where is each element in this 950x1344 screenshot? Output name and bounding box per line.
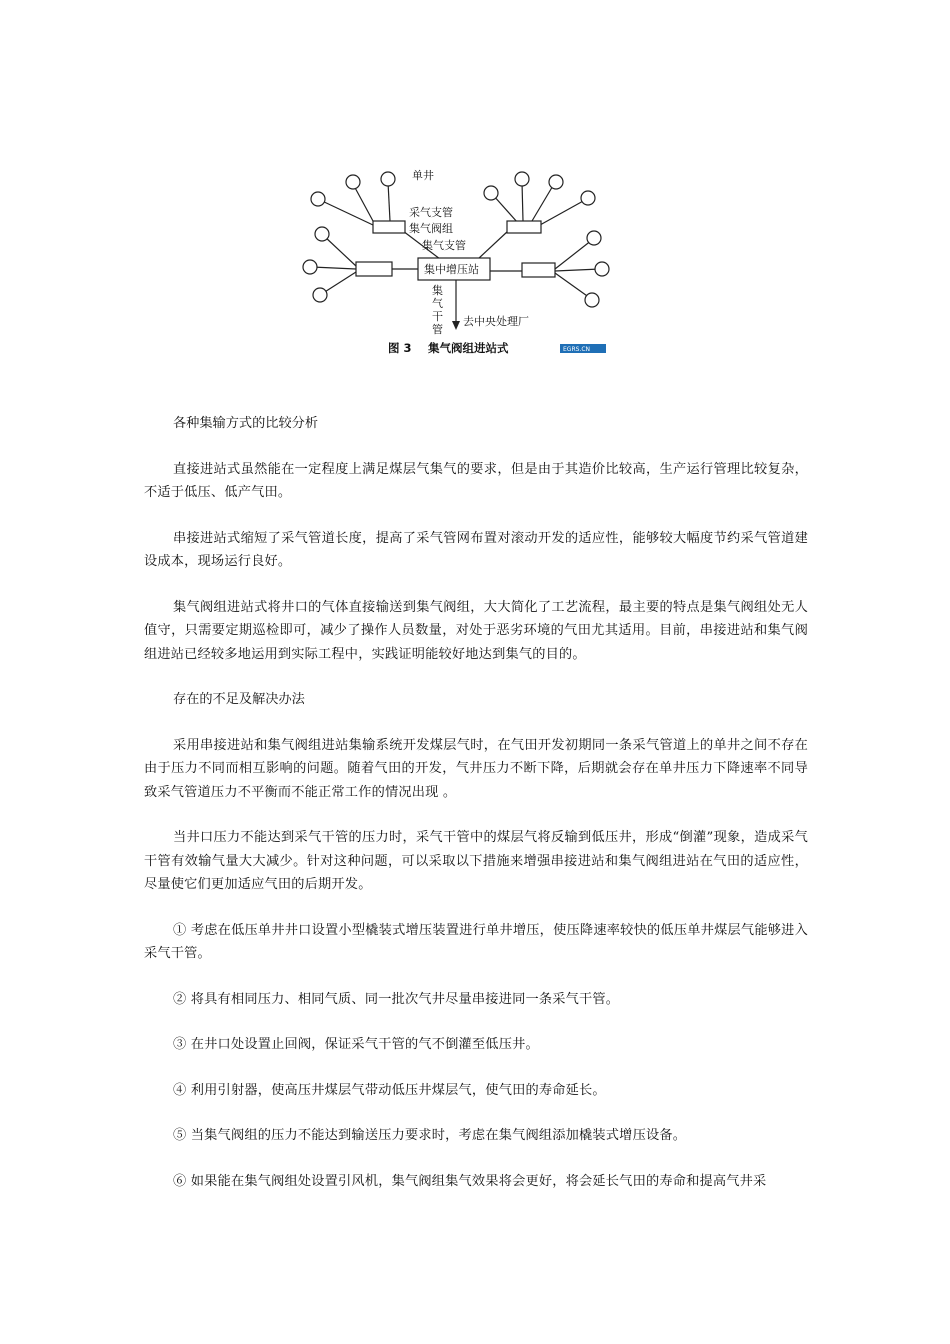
label-station: 集中增压站 xyxy=(424,263,479,276)
well-circle xyxy=(303,260,317,274)
paragraph: 串接进站式缩短了采气管道长度，提高了采气管网布置对滚动开发的适应性，能够较大幅度节约采气管道建设成本，现场运行良好。 xyxy=(144,530,808,569)
label-trunk-4: 管 xyxy=(432,323,443,336)
well-circle xyxy=(484,186,498,200)
branch-line xyxy=(388,182,390,221)
paragraph: 集气阀组进站式将井口的气体直接输送到集气阀组，大大简化了工艺流程，最主要的特点是集气阀组处无人值守，只需要定期巡检即可，减少了操作人员数量，对处于恶劣环境的气田尤其适用。目前，串接进站和集气阀组进站已经较多地运用到实际工程中，实践证明能较好地达到集气的目的。 xyxy=(144,599,808,662)
well-circle xyxy=(381,172,395,186)
trunk-arrow-icon xyxy=(452,321,460,330)
figure-caption-title: 集气阀组进站式 xyxy=(428,341,509,355)
article-body xyxy=(144,412,808,1215)
branch-line xyxy=(555,273,590,298)
label-valve-group: 集气阀组 xyxy=(409,222,453,235)
list-item: ③ 在井口处设置止回阀，保证采气干管的气不倒灌至低压井。 xyxy=(173,1037,539,1052)
label-trunk-2: 气 xyxy=(432,297,443,310)
label-single-well: 单井 xyxy=(412,169,434,182)
label-gather-branch: 集气支管 xyxy=(422,239,466,252)
valve-group-box xyxy=(507,221,541,233)
well-circle xyxy=(587,231,601,245)
label-to-plant: 去中央处理厂 xyxy=(463,315,529,328)
list-item: ④ 利用引射器，使高压井煤层气带动低压井煤层气，使气田的寿命延长。 xyxy=(173,1082,606,1098)
branch-line xyxy=(540,200,585,225)
valve-group-box xyxy=(522,263,555,277)
branch-line xyxy=(555,269,600,271)
branch-line xyxy=(320,200,373,225)
gather-branch-line xyxy=(478,231,508,259)
branch-line xyxy=(324,236,356,266)
well-circle xyxy=(581,191,595,205)
label-trunk-3: 干 xyxy=(432,310,443,323)
well-circle xyxy=(311,192,325,206)
label-trunk-1: 集 xyxy=(432,284,443,297)
well-circle xyxy=(313,288,327,302)
paragraph: 直接进站式虽然能在一定程度上满足煤层气集气的要求，但是由于其造价比较高，生产运行管理比较复杂，不适于低压、低产气田。 xyxy=(144,461,808,500)
branch-line xyxy=(522,182,523,221)
gathering-diagram xyxy=(300,165,612,360)
watermark-text: EGRS.CN xyxy=(563,346,591,353)
branch-line xyxy=(555,240,592,269)
well-circle xyxy=(595,262,609,276)
branch-line xyxy=(312,267,356,269)
section-heading-problems: 存在的不足及解决办法 xyxy=(173,692,305,707)
valve-group-box xyxy=(373,221,405,233)
well-circle xyxy=(549,175,563,189)
list-item: ② 将具有相同压力、相同气质、同一批次气井尽量串接进同一条采气干管。 xyxy=(173,991,620,1007)
well-circle xyxy=(585,293,599,307)
figure-caption-number: 图 3 xyxy=(388,341,412,355)
branch-line xyxy=(353,184,373,221)
well-circle xyxy=(515,172,529,186)
diagram-svg xyxy=(300,165,612,360)
list-item: ① 考虑在低压单井井口设置小型橇装式增压装置进行单井增压，使压降速率较快的低压单井煤层气能够进入采气干管。 xyxy=(144,922,808,961)
section-heading-comparison: 各种集输方式的比较分析 xyxy=(173,416,319,431)
branch-line xyxy=(532,184,554,221)
valve-group-box xyxy=(356,262,392,276)
list-item: ⑤ 当集气阀组的压力不能达到输送压力要求时，考虑在集气阀组添加橇装式增压设备。 xyxy=(173,1128,687,1143)
paragraph: 当井口压力不能达到采气干管的压力时，采气干管中的煤层气将反输到低压井，形成“倒灌”现象，造成采气干管有效输气量大大减少。针对这种问题，可以采取以下措施来增强串接进站和集气阀组进站在气田的适应性，尽量使它们更加适应气田的后期开发。 xyxy=(144,830,808,892)
well-circle xyxy=(346,175,360,189)
paragraph: 采用串接进站和集气阀组进站集输系统开发煤层气时，在气田开发初期同一条采气管道上的单井之间不存在由于压力不同而相互影响的问题。随着气田的开发，气井压力不断下降，后期就会存在单井压力下降速率不同导致采气管道压力不平衡而不能正常工作的情况出现 。 xyxy=(144,737,808,800)
branch-line xyxy=(493,195,518,223)
well-circle xyxy=(315,227,329,241)
list-item: ⑥ 如果能在集气阀组处设置引风机，集气阀组集气效果将会更好，将会延长气田的寿命和提高气井采 xyxy=(173,1173,767,1189)
label-branch-pipe: 采气支管 xyxy=(409,206,453,219)
